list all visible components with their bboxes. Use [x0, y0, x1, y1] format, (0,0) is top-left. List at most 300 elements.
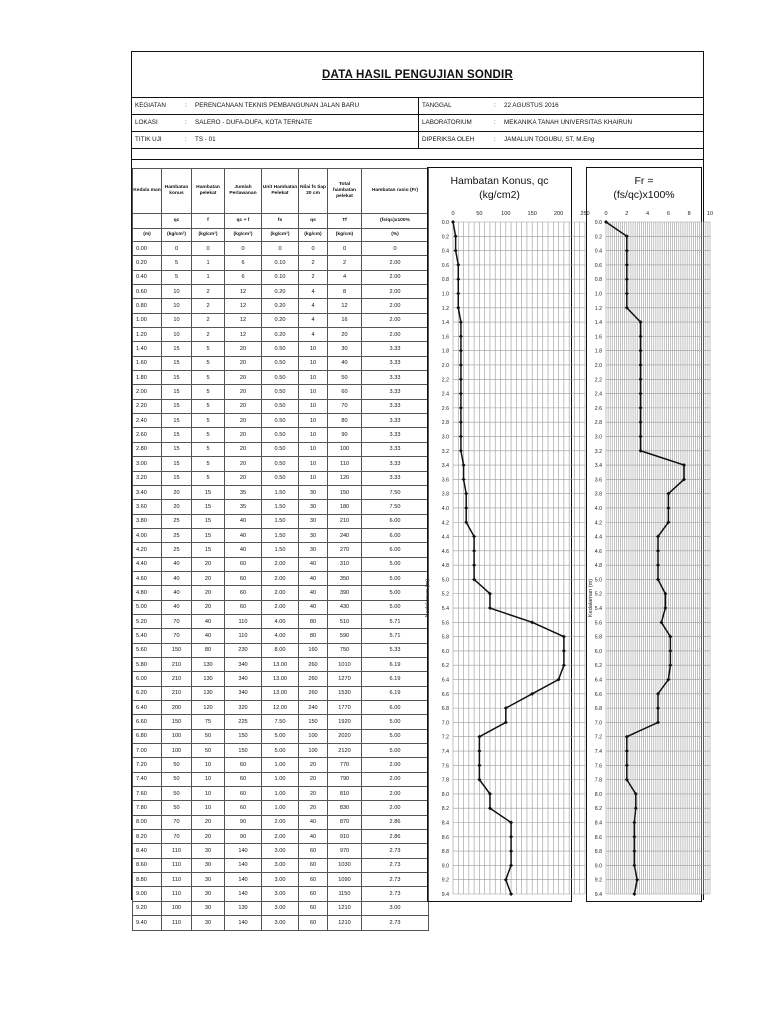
fr-y-tick-label: 7.6 — [594, 763, 602, 770]
table-cell: 40 — [299, 815, 328, 829]
table-cell: 4.00 — [133, 528, 162, 542]
table-cell: 60 — [299, 887, 328, 901]
table-cell: 80 — [299, 629, 328, 643]
table-row — [133, 528, 429, 542]
table-cell: 910 — [328, 830, 362, 844]
table-cell: 140 — [225, 873, 262, 887]
fr-y-tick-label: 0.6 — [594, 262, 602, 269]
fr-data-point — [625, 249, 629, 253]
qc-y-tick-label: 0.2 — [441, 234, 449, 241]
table-cell: 15 — [192, 514, 225, 528]
table-cell: 6.19 — [362, 686, 429, 700]
table-cell: 70 — [162, 629, 192, 643]
colon: : — [185, 119, 187, 126]
table-cell: 3.40 — [133, 485, 162, 499]
table-cell: 2 — [192, 313, 225, 327]
table-cell: 2.73 — [362, 858, 429, 872]
table-cell: 12 — [225, 328, 262, 342]
table-cell: 8.80 — [133, 873, 162, 887]
qc-y-tick-label: 3.6 — [441, 477, 449, 484]
table-cell: 4.60 — [133, 571, 162, 585]
qc-x-tick-label: 50 — [476, 211, 483, 217]
fr-y-tick-label: 1.2 — [594, 305, 602, 312]
table-cell: 3.00 — [262, 858, 299, 872]
table-cell: 20 — [225, 399, 262, 413]
col-header: Unit Hambatan Pelekat — [262, 169, 299, 214]
table-row — [133, 729, 429, 743]
table-cell: 1030 — [328, 858, 362, 872]
table-cell: 1.50 — [262, 485, 299, 499]
col-header: Nilai fs tiap 20 cm — [299, 169, 328, 214]
table-cell: 3.00 — [262, 873, 299, 887]
table-cell: 0.50 — [262, 414, 299, 428]
fr-y-tick-label: 3.8 — [594, 491, 602, 498]
table-cell: 10 — [299, 356, 328, 370]
table-cell: 15 — [192, 500, 225, 514]
table-cell: 15 — [162, 428, 192, 442]
qc-y-tick-label: 2.4 — [441, 391, 449, 398]
qc-data-point — [464, 492, 468, 496]
table-cell: 50 — [192, 744, 225, 758]
col-unit: (kg/cm) — [328, 229, 362, 242]
table-cell: 6.00 — [362, 514, 429, 528]
table-cell: 15 — [162, 371, 192, 385]
qc-data-point — [509, 892, 513, 896]
fr-data-point — [625, 763, 629, 767]
qc-data-point — [459, 377, 463, 381]
table-cell: 770 — [328, 758, 362, 772]
table-cell: 0.50 — [262, 371, 299, 385]
table-cell: 40 — [299, 557, 328, 571]
fr-y-tick-label: 8.6 — [594, 834, 602, 841]
table-cell: 10 — [192, 758, 225, 772]
table-cell: 0.50 — [262, 342, 299, 356]
fr-data-point — [668, 663, 672, 667]
qc-y-tick-label: 8.2 — [441, 806, 449, 813]
qc-chart-title — [428, 174, 571, 202]
table-cell: 0.50 — [262, 385, 299, 399]
fr-chart-title — [587, 174, 701, 202]
table-cell: 3.33 — [362, 399, 429, 413]
table-cell: 2 — [328, 256, 362, 270]
table-row — [133, 428, 429, 442]
table-cell: 80 — [192, 643, 225, 657]
table-cell: 5.60 — [133, 643, 162, 657]
table-cell: 70 — [162, 815, 192, 829]
table-cell: 3.33 — [362, 342, 429, 356]
col-header: Kedala man — [133, 169, 162, 214]
qc-x-tick-label: 150 — [527, 211, 537, 217]
table-cell: 5.00 — [362, 715, 429, 729]
table-cell: 20 — [299, 772, 328, 786]
table-cell: 0.10 — [262, 256, 299, 270]
table-cell: 0.20 — [262, 328, 299, 342]
table-cell: 4.80 — [133, 586, 162, 600]
table-cell: 230 — [225, 643, 262, 657]
table-cell: 30 — [328, 342, 362, 356]
table-cell: 3.60 — [133, 500, 162, 514]
fr-data-point — [666, 506, 670, 510]
qc-y-tick-label: 8.8 — [441, 849, 449, 856]
table-cell: 210 — [328, 514, 362, 528]
table-cell: 350 — [328, 571, 362, 585]
qc-y-tick-label: 0.0 — [441, 220, 449, 226]
table-cell: 140 — [225, 844, 262, 858]
table-cell: 5 — [192, 442, 225, 456]
table-row — [133, 830, 429, 844]
fr-y-tick-label: 7.0 — [594, 720, 602, 727]
table-cell: 2.73 — [362, 916, 429, 930]
table-cell: 20 — [225, 414, 262, 428]
qc-y-tick-label: 1.0 — [441, 291, 449, 298]
table-cell: 6.60 — [133, 715, 162, 729]
table-cell: 15 — [162, 442, 192, 456]
table-cell: 5 — [192, 371, 225, 385]
table-cell: 3.33 — [362, 371, 429, 385]
qc-data-point — [459, 434, 463, 438]
qc-data-point — [462, 463, 466, 467]
table-cell: 6.20 — [133, 686, 162, 700]
table-cell: 10 — [299, 471, 328, 485]
qc-series-line — [453, 222, 564, 894]
titik-value: TS - 01 — [195, 136, 216, 143]
table-row — [133, 442, 429, 456]
qc-data-point — [509, 863, 513, 867]
table-cell: 20 — [225, 442, 262, 456]
fr-x-tick-label: 4 — [646, 211, 650, 217]
fr-y-tick-label: 0.8 — [594, 277, 602, 284]
col-unit: (kg/cm²) — [162, 229, 192, 242]
table-row — [133, 887, 429, 901]
table-cell: 2.00 — [133, 385, 162, 399]
fr-y-tick-label: 1.0 — [594, 291, 602, 298]
lokasi-label: LOKASI — [135, 119, 158, 126]
table-cell: 20 — [225, 385, 262, 399]
table-cell: 15 — [162, 414, 192, 428]
table-cell: 10 — [299, 371, 328, 385]
table-row — [133, 571, 429, 585]
table-cell: 2.00 — [362, 801, 429, 815]
qc-y-tick-label: 4.2 — [441, 520, 449, 527]
fr-data-point — [668, 649, 672, 653]
table-cell: 6.00 — [362, 543, 429, 557]
qc-x-tick-label: 0 — [451, 211, 455, 217]
fr-y-tick-label: 1.6 — [594, 334, 602, 341]
table-cell: 4 — [299, 285, 328, 299]
table-row — [133, 485, 429, 499]
qc-y-tick-label: 2.6 — [441, 405, 449, 412]
qc-data-point — [459, 363, 463, 367]
table-cell: 9.20 — [133, 901, 162, 915]
table-cell: 790 — [328, 772, 362, 786]
table-cell: 6.00 — [362, 701, 429, 715]
table-cell: 13.00 — [262, 672, 299, 686]
table-cell: 10 — [162, 328, 192, 342]
table-cell: 5.00 — [133, 600, 162, 614]
table-cell: 3.20 — [133, 471, 162, 485]
table-cell: 5 — [162, 256, 192, 270]
table-row — [133, 471, 429, 485]
table-cell: 260 — [299, 672, 328, 686]
qc-data-point — [562, 649, 566, 653]
table-cell: 5 — [192, 342, 225, 356]
table-cell: 40 — [162, 600, 192, 614]
table-cell: 150 — [225, 729, 262, 743]
table-cell: 30 — [192, 887, 225, 901]
table-cell: 1270 — [328, 672, 362, 686]
qc-y-tick-label: 7.2 — [441, 734, 449, 741]
table-cell: 210 — [162, 672, 192, 686]
table-cell: 1.00 — [262, 758, 299, 772]
table-cell: 110 — [162, 858, 192, 872]
qc-data-point — [472, 563, 476, 567]
table-row — [133, 600, 429, 614]
qc-y-tick-label: 3.4 — [441, 463, 449, 470]
table-cell: 20 — [192, 815, 225, 829]
fr-y-tick-label: 4.2 — [594, 520, 602, 527]
table-cell: 340 — [225, 686, 262, 700]
fr-y-tick-label: 0.4 — [594, 248, 602, 255]
table-cell: 120 — [328, 471, 362, 485]
table-cell: 430 — [328, 600, 362, 614]
table-cell: 40 — [225, 528, 262, 542]
fr-y-tick-label: 2.2 — [594, 377, 602, 384]
table-cell: 970 — [328, 844, 362, 858]
table-cell: 1.00 — [133, 313, 162, 327]
colon: : — [185, 136, 187, 143]
table-cell: 20 — [225, 471, 262, 485]
qc-y-tick-label: 1.2 — [441, 305, 449, 312]
table-row — [133, 342, 429, 356]
table-cell: 2.73 — [362, 887, 429, 901]
table-cell: 270 — [328, 543, 362, 557]
table-row — [133, 557, 429, 571]
table-cell: 225 — [225, 715, 262, 729]
fr-data-point — [656, 706, 660, 710]
table-row — [133, 313, 429, 327]
table-cell: 140 — [225, 858, 262, 872]
qc-y-tick-label: 5.6 — [441, 620, 449, 627]
qc-data-point — [504, 878, 508, 882]
table-cell: 8 — [328, 285, 362, 299]
table-row — [133, 744, 429, 758]
table-cell: 2.73 — [362, 844, 429, 858]
table-cell: 390 — [328, 586, 362, 600]
qc-y-tick-label: 6.8 — [441, 706, 449, 713]
table-cell: 60 — [225, 772, 262, 786]
qc-data-point — [456, 291, 460, 295]
table-cell: 15 — [192, 543, 225, 557]
table-cell: 20 — [225, 356, 262, 370]
fr-y-tick-label: 2.6 — [594, 405, 602, 412]
table-cell: 0.40 — [133, 270, 162, 284]
qc-y-tick-label: 0.6 — [441, 262, 449, 269]
table-row — [133, 772, 429, 786]
qc-data-point — [459, 420, 463, 424]
table-cell: 10 — [192, 801, 225, 815]
table-cell: 5.20 — [133, 614, 162, 628]
table-cell: 3.80 — [133, 514, 162, 528]
table-cell: 35 — [225, 485, 262, 499]
table-cell: 200 — [162, 701, 192, 715]
fr-data-point — [625, 291, 629, 295]
table-cell: 25 — [162, 528, 192, 542]
table-cell: 0.80 — [133, 299, 162, 313]
table-cell: 3.33 — [362, 414, 429, 428]
col-header: Hambatan rasio (Fr) — [362, 169, 429, 214]
qc-y-tick-label: 4.6 — [441, 548, 449, 555]
fr-y-tick-label: 5.8 — [594, 634, 602, 641]
fr-y-tick-label: 4.0 — [594, 505, 602, 512]
fr-data-point — [625, 277, 629, 281]
table-cell: 30 — [192, 916, 225, 930]
table-cell: 3.00 — [362, 901, 429, 915]
table-cell: 8.60 — [133, 858, 162, 872]
sondir-table — [132, 168, 429, 931]
table-row — [133, 385, 429, 399]
table-cell: 80 — [299, 614, 328, 628]
table-cell: 30 — [192, 844, 225, 858]
table-cell: 40 — [225, 514, 262, 528]
col-header: Hambatan pelekat — [192, 169, 225, 214]
col-symbol: (fs/qc)x100% — [362, 214, 429, 229]
qc-data-point — [488, 606, 492, 610]
qc-y-tick-label: 2.2 — [441, 377, 449, 384]
qc-y-tick-label: 2.8 — [441, 420, 449, 427]
table-cell: 15 — [192, 528, 225, 542]
table-cell: 1.60 — [133, 356, 162, 370]
table-cell: 15 — [162, 457, 192, 471]
table-cell: 8.00 — [262, 643, 299, 657]
table-cell: 60 — [225, 801, 262, 815]
table-cell: 0 — [225, 242, 262, 256]
table-cell: 10 — [299, 428, 328, 442]
table-cell: 3.00 — [262, 887, 299, 901]
table-cell: 75 — [192, 715, 225, 729]
table-cell: 30 — [299, 543, 328, 557]
table-cell: 4.00 — [262, 614, 299, 628]
table-row — [133, 356, 429, 370]
table-row — [133, 858, 429, 872]
table-cell: 130 — [192, 657, 225, 671]
table-cell: 20 — [162, 500, 192, 514]
table-cell: 5.00 — [362, 571, 429, 585]
fr-y-tick-label: 2.4 — [594, 391, 602, 398]
table-cell: 40 — [299, 600, 328, 614]
table-cell: 20 — [225, 428, 262, 442]
qc-y-tick-label: 3.8 — [441, 491, 449, 498]
table-cell: 2.00 — [262, 571, 299, 585]
table-cell: 3.33 — [362, 442, 429, 456]
fr-y-tick-label: 5.6 — [594, 620, 602, 627]
table-cell: 7.00 — [133, 744, 162, 758]
table-row — [133, 787, 429, 801]
tanggal-value: 22 AGUSTUS 2016 — [504, 102, 559, 109]
qc-x-tick-label: 200 — [553, 211, 564, 217]
col-unit: (%) — [362, 229, 429, 242]
qc-y-tick-label: 8.0 — [441, 791, 449, 798]
table-cell: 4 — [328, 270, 362, 284]
table-cell: 40 — [192, 629, 225, 643]
table-cell: 10 — [162, 299, 192, 313]
qc-data-point — [459, 406, 463, 410]
table-cell: 25 — [162, 514, 192, 528]
lokasi-value: SALERO - DUFA-DUFA, KOTA TERNATE — [195, 119, 313, 126]
table-cell: 5.00 — [362, 729, 429, 743]
table-cell: 6.19 — [362, 657, 429, 671]
qc-data-point — [454, 234, 458, 238]
table-cell: 130 — [192, 672, 225, 686]
qc-data-point — [459, 449, 463, 453]
table-cell: 0 — [162, 242, 192, 256]
table-cell: 3.00 — [262, 901, 299, 915]
table-cell: 1920 — [328, 715, 362, 729]
col-unit: (kg/cm²) — [225, 229, 262, 242]
table-cell: 10 — [299, 385, 328, 399]
fr-x-tick-label: 0 — [604, 211, 608, 217]
qc-y-tick-label: 5.0 — [441, 577, 449, 584]
col-unit: (kg/cm²) — [262, 229, 299, 242]
table-cell: 40 — [299, 586, 328, 600]
table-cell: 4.20 — [133, 543, 162, 557]
table-cell: 870 — [328, 815, 362, 829]
table-cell: 110 — [162, 916, 192, 930]
table-cell: 140 — [225, 916, 262, 930]
table-cell: 20 — [328, 328, 362, 342]
qc-y-tick-label: 5.2 — [441, 591, 449, 598]
table-cell: 13.00 — [262, 657, 299, 671]
qc-data-point — [459, 320, 463, 324]
diperiksa-label: DIPERIKSA OLEH — [422, 136, 475, 143]
table-cell: 6.00 — [133, 672, 162, 686]
table-cell: 3.00 — [133, 457, 162, 471]
fr-y-tick-label: 7.8 — [594, 777, 602, 784]
qc-data-point — [456, 306, 460, 310]
table-cell: 0.60 — [133, 285, 162, 299]
table-cell: 5.71 — [362, 614, 429, 628]
table-cell: 7.50 — [362, 500, 429, 514]
fr-y-tick-label: 8.0 — [594, 791, 602, 798]
table-cell: 0.50 — [262, 428, 299, 442]
table-cell: 40 — [299, 830, 328, 844]
table-cell: 2.40 — [133, 414, 162, 428]
table-cell: 0.50 — [262, 356, 299, 370]
table-cell: 6.40 — [133, 701, 162, 715]
kegiatan-label: KEGIATAN — [135, 102, 166, 109]
table-cell: 3.33 — [362, 471, 429, 485]
qc-y-tick-label: 3.0 — [441, 434, 449, 441]
table-row — [133, 715, 429, 729]
qc-data-point — [472, 549, 476, 553]
table-cell: 2.00 — [362, 313, 429, 327]
fr-data-point — [656, 563, 660, 567]
table-cell: 6.80 — [133, 729, 162, 743]
qc-data-point — [451, 220, 455, 224]
table-cell: 15 — [192, 485, 225, 499]
table-row — [133, 657, 429, 671]
table-cell: 100 — [162, 744, 192, 758]
fr-y-tick-label: 4.8 — [594, 563, 602, 570]
fr-y-tick-label: 5.0 — [594, 577, 602, 584]
table-cell: 110 — [162, 887, 192, 901]
table-cell: 5.00 — [362, 557, 429, 571]
table-cell: 5.00 — [262, 729, 299, 743]
table-cell: 100 — [299, 729, 328, 743]
symbol-row — [133, 214, 429, 229]
table-cell: 0.50 — [262, 399, 299, 413]
table-cell: 1 — [192, 270, 225, 284]
table-cell: 50 — [162, 801, 192, 815]
